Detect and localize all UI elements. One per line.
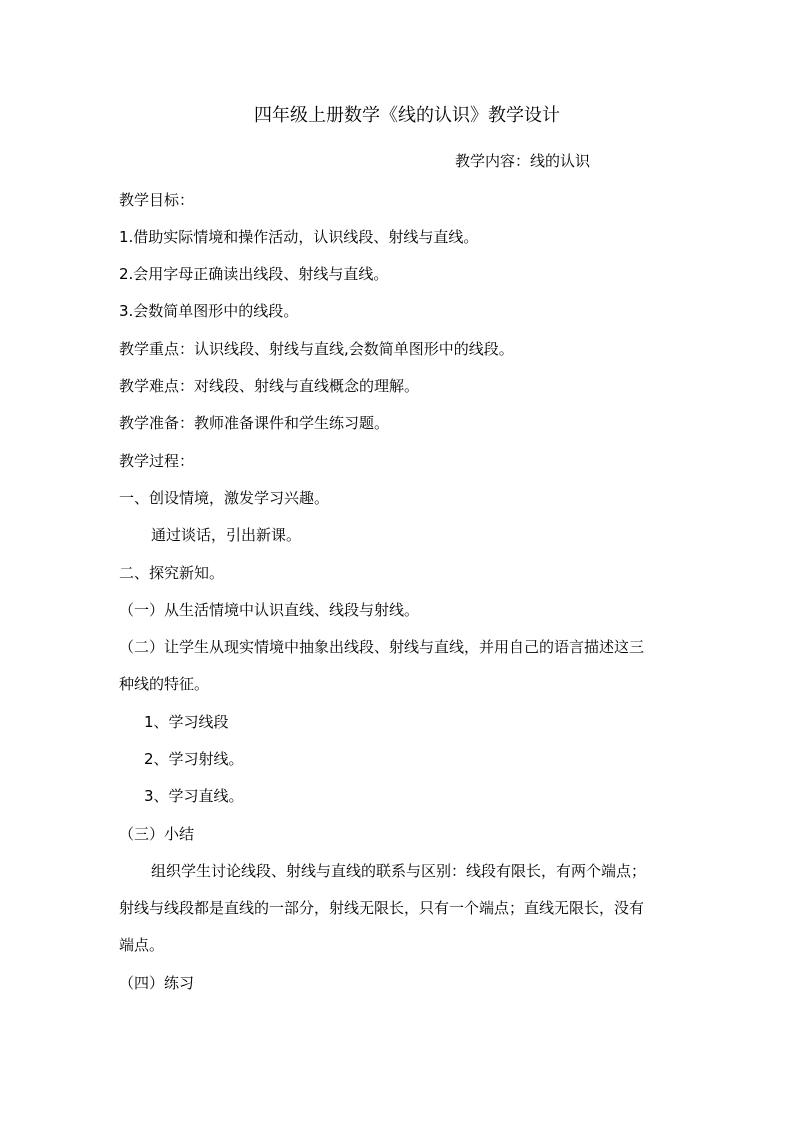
document-title: 四年级上册数学《线的认识》教学设计 <box>254 105 560 126</box>
section1-heading: 一、创设情境，激发学习兴趣。 <box>119 489 330 507</box>
section1-body: 通过谈话，引出新课。 <box>151 526 302 544</box>
step-item-3: 3、学习直线。 <box>144 787 244 805</box>
key-points: 教学重点：认识线段、射线与直线,会数简单图形中的线段。 <box>119 340 514 358</box>
section2-part2-line2: 种线的特征。 <box>119 675 210 693</box>
section2-heading: 二、探究新知。 <box>119 564 225 582</box>
step-item-2: 2、学习射线。 <box>144 750 244 768</box>
section2-part1: （一）从生活情境中认识直线、线段与射线。 <box>119 601 420 619</box>
step-item-1: 1、学习线段 <box>144 713 229 731</box>
section2-part2-line1: （二）让学生从现实情境中抽象出线段、射线与直线，并用自己的语言描述这三 <box>119 638 645 656</box>
preparation: 教学准备：教师准备课件和学生练习题。 <box>119 414 390 432</box>
goal-item-1: 1.借助实际情境和操作活动，认识线段、射线与直线。 <box>119 228 479 246</box>
summary-line-2: 射线与线段都是直线的一部分，射线无限长，只有一个端点；直线无限长，没有 <box>119 899 645 917</box>
goal-item-2: 2.会用字母正确读出线段、射线与直线。 <box>119 265 389 283</box>
content-label: 教学内容：线的认识 <box>455 152 591 170</box>
summary-line-1: 组织学生讨论线段、射线与直线的联系与区别：线段有限长，有两个端点； <box>151 862 647 880</box>
section2-part3: （三）小结 <box>119 825 195 843</box>
section2-part4: （四）练习 <box>119 974 195 992</box>
summary-line-3: 端点。 <box>119 936 165 954</box>
goal-item-3: 3.会数简单图形中的线段。 <box>119 302 299 320</box>
process-heading: 教学过程： <box>119 452 195 470</box>
goals-heading: 教学目标： <box>119 191 195 209</box>
difficult-points: 教学难点：对线段、射线与直线概念的理解。 <box>119 377 420 395</box>
